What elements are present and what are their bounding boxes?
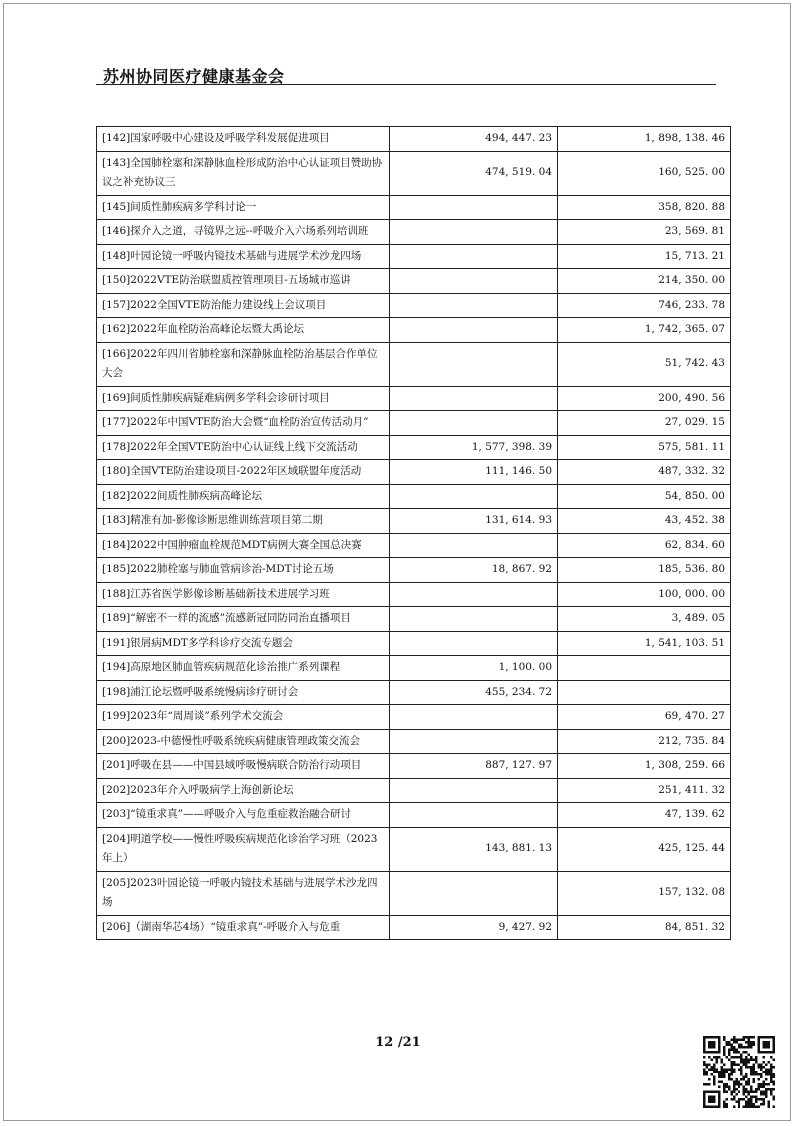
amount-b-cell: 200, 490. 56 (558, 386, 731, 411)
table-row (97, 915, 731, 940)
amount-b-cell: 1, 308, 259. 66 (558, 754, 731, 779)
table-row (97, 558, 731, 583)
table-row (97, 127, 731, 152)
project-name-cell: [169]间质性肺疾病疑难病例多学科会诊研讨项目 (97, 386, 390, 411)
table-row (97, 871, 731, 915)
project-name-cell: [145]间质性肺疾病多学科讨论一 (97, 195, 390, 220)
amount-b-cell: 84, 851. 32 (558, 915, 731, 940)
amount-a-cell: 131, 614. 93 (390, 509, 558, 534)
qr-code-icon (703, 1036, 775, 1108)
amount-b-cell: 62, 834. 60 (558, 533, 731, 558)
project-name-cell: [182]2022间质性肺疾病高峰论坛 (97, 484, 390, 509)
amount-b-cell: 1, 742, 365. 07 (558, 318, 731, 343)
amount-a-cell: 111, 146. 50 (390, 460, 558, 485)
project-name-cell: [143]全国肺栓塞和深静脉血栓形成防治中心认证项目赞助协议之补充协议三 (97, 151, 390, 195)
project-name-cell: [184]2022中国肿瘤血栓规范MDT病例大赛全国总决赛 (97, 533, 390, 558)
amount-a-cell: 494, 447. 23 (390, 127, 558, 152)
amount-b-cell: 212, 735. 84 (558, 729, 731, 754)
table-row (97, 778, 731, 803)
project-name-cell: [166]2022年四川省肺栓塞和深静脉血栓防治基层合作单位大会 (97, 342, 390, 386)
ledger-body (97, 127, 731, 940)
amount-b-cell: 487, 332. 32 (558, 460, 731, 485)
project-name-cell: [200]2023-中德慢性呼吸系统疾病健康管理政策交流会 (97, 729, 390, 754)
table-row (97, 533, 731, 558)
project-name-cell: [206]（湖南华芯4场）“镜重求真”-呼吸介入与危重 (97, 915, 390, 940)
header-divider (96, 84, 716, 85)
table-row (97, 195, 731, 220)
project-name-cell: [162]2022年血栓防治高峰论坛暨大禹论坛 (97, 318, 390, 343)
amount-a-cell (390, 533, 558, 558)
amount-a-cell (390, 582, 558, 607)
project-name-cell: [189]“解密不一样的流感”流感新冠同防同治直播项目 (97, 607, 390, 632)
table-row (97, 293, 731, 318)
amount-b-cell: 160, 525. 00 (558, 151, 731, 195)
table-row (97, 631, 731, 656)
project-name-cell: [201]呼吸在县——中国县域呼吸慢病联合防治行动项目 (97, 754, 390, 779)
project-name-cell: [204]明道学校——慢性呼吸疾病规范化诊治学习班（2023年上） (97, 827, 390, 871)
table-row (97, 318, 731, 343)
amount-a-cell (390, 484, 558, 509)
project-name-cell: [177]2022年中国VTE防治大会暨“血栓防治宣传活动月” (97, 411, 390, 436)
project-ledger-table (96, 126, 731, 940)
table-row (97, 151, 731, 195)
amount-a-cell (390, 631, 558, 656)
project-name-cell: [188]江苏省医学影像诊断基础新技术进展学习班 (97, 582, 390, 607)
table-row (97, 803, 731, 828)
amount-b-cell (558, 656, 731, 681)
amount-a-cell (390, 411, 558, 436)
table-row (97, 269, 731, 294)
amount-b-cell: 43, 452. 38 (558, 509, 731, 534)
amount-a-cell: 455, 234. 72 (390, 680, 558, 705)
project-name-cell: [148]叶园论镜一呼吸内镜技术基础与进展学术沙龙四场 (97, 244, 390, 269)
amount-b-cell: 251, 411. 32 (558, 778, 731, 803)
amount-a-cell: 1, 100. 00 (390, 656, 558, 681)
amount-a-cell (390, 318, 558, 343)
table-row (97, 582, 731, 607)
amount-b-cell: 1, 541, 103. 51 (558, 631, 731, 656)
table-row (97, 827, 731, 871)
amount-b-cell: 157, 132. 08 (558, 871, 731, 915)
project-name-cell: [199]2023年“周周谈”系列学术交流会 (97, 705, 390, 730)
table-row (97, 484, 731, 509)
table-row (97, 244, 731, 269)
table-row (97, 386, 731, 411)
project-name-cell: [142]国家呼吸中心建设及呼吸学科发展促进项目 (97, 127, 390, 152)
project-name-cell: [203]“镜重求真”——呼吸介入与危重症救治融合研讨 (97, 803, 390, 828)
amount-b-cell: 69, 470. 27 (558, 705, 731, 730)
project-name-cell: [185]2022肺栓塞与肺血管病诊治-MDT讨论五场 (97, 558, 390, 583)
amount-b-cell: 51, 742. 43 (558, 342, 731, 386)
project-name-cell: [150]2022VTE防治联盟质控管理项目-五场城市巡讲 (97, 269, 390, 294)
table-row (97, 680, 731, 705)
amount-b-cell: 27, 029. 15 (558, 411, 731, 436)
amount-a-cell: 143, 881. 13 (390, 827, 558, 871)
amount-a-cell: 474, 519. 04 (390, 151, 558, 195)
table-row (97, 656, 731, 681)
project-name-cell: [178]2022年全国VTE防治中心认证线上线下交流活动 (97, 435, 390, 460)
amount-b-cell: 575, 581. 11 (558, 435, 731, 460)
table-row (97, 342, 731, 386)
amount-b-cell: 100, 000. 00 (558, 582, 731, 607)
amount-b-cell: 746, 233. 78 (558, 293, 731, 318)
amount-a-cell (390, 220, 558, 245)
table-row (97, 607, 731, 632)
amount-a-cell: 1, 577, 398. 39 (390, 435, 558, 460)
amount-a-cell (390, 342, 558, 386)
table-row (97, 411, 731, 436)
amount-a-cell (390, 244, 558, 269)
amount-a-cell (390, 195, 558, 220)
amount-a-cell (390, 705, 558, 730)
project-name-cell: [194]高原地区肺血管疾病规范化诊治推广系列课程 (97, 656, 390, 681)
table-row (97, 435, 731, 460)
project-name-cell: [157]2022全国VTE防治能力建设线上会议项目 (97, 293, 390, 318)
amount-a-cell (390, 607, 558, 632)
page-number: 12 /21 (375, 1035, 421, 1050)
amount-a-cell (390, 871, 558, 915)
amount-a-cell: 18, 867. 92 (390, 558, 558, 583)
amount-a-cell: 9, 427. 92 (390, 915, 558, 940)
table-row (97, 509, 731, 534)
table-row (97, 705, 731, 730)
amount-a-cell (390, 269, 558, 294)
amount-b-cell: 47, 139. 62 (558, 803, 731, 828)
table-row (97, 729, 731, 754)
project-name-cell: [183]精准有加-影像诊断思维训练营项目第二期 (97, 509, 390, 534)
amount-b-cell: 23, 569. 81 (558, 220, 731, 245)
amount-b-cell: 425, 125. 44 (558, 827, 731, 871)
amount-b-cell: 3, 489. 05 (558, 607, 731, 632)
amount-b-cell: 214, 350. 00 (558, 269, 731, 294)
amount-b-cell: 54, 850. 00 (558, 484, 731, 509)
amount-a-cell (390, 729, 558, 754)
amount-a-cell (390, 778, 558, 803)
table-row (97, 220, 731, 245)
table-row (97, 754, 731, 779)
amount-a-cell (390, 293, 558, 318)
amount-b-cell (558, 680, 731, 705)
project-name-cell: [202]2023年介入呼吸病学上海创新论坛 (97, 778, 390, 803)
project-name-cell: [146]探介入之道，寻镜界之远--呼吸介入六场系列培训班 (97, 220, 390, 245)
amount-a-cell (390, 803, 558, 828)
table-row (97, 460, 731, 485)
amount-b-cell: 1, 898, 138. 46 (558, 127, 731, 152)
amount-b-cell: 15, 713. 21 (558, 244, 731, 269)
amount-b-cell: 185, 536. 80 (558, 558, 731, 583)
project-name-cell: [180]全国VTE防治建设项目-2022年区域联盟年度活动 (97, 460, 390, 485)
amount-b-cell: 358, 820. 88 (558, 195, 731, 220)
project-name-cell: [191]银屑病MDT多学科诊疗交流专题会 (97, 631, 390, 656)
amount-a-cell (390, 386, 558, 411)
amount-a-cell: 887, 127. 97 (390, 754, 558, 779)
project-name-cell: [205]2023叶园论镜一呼吸内镜技术基础与进展学术沙龙四场 (97, 871, 390, 915)
project-name-cell: [198]浦江论坛暨呼吸系统慢病诊疗研讨会 (97, 680, 390, 705)
organization-title: 苏州协同医疗健康基金会 (103, 67, 285, 86)
